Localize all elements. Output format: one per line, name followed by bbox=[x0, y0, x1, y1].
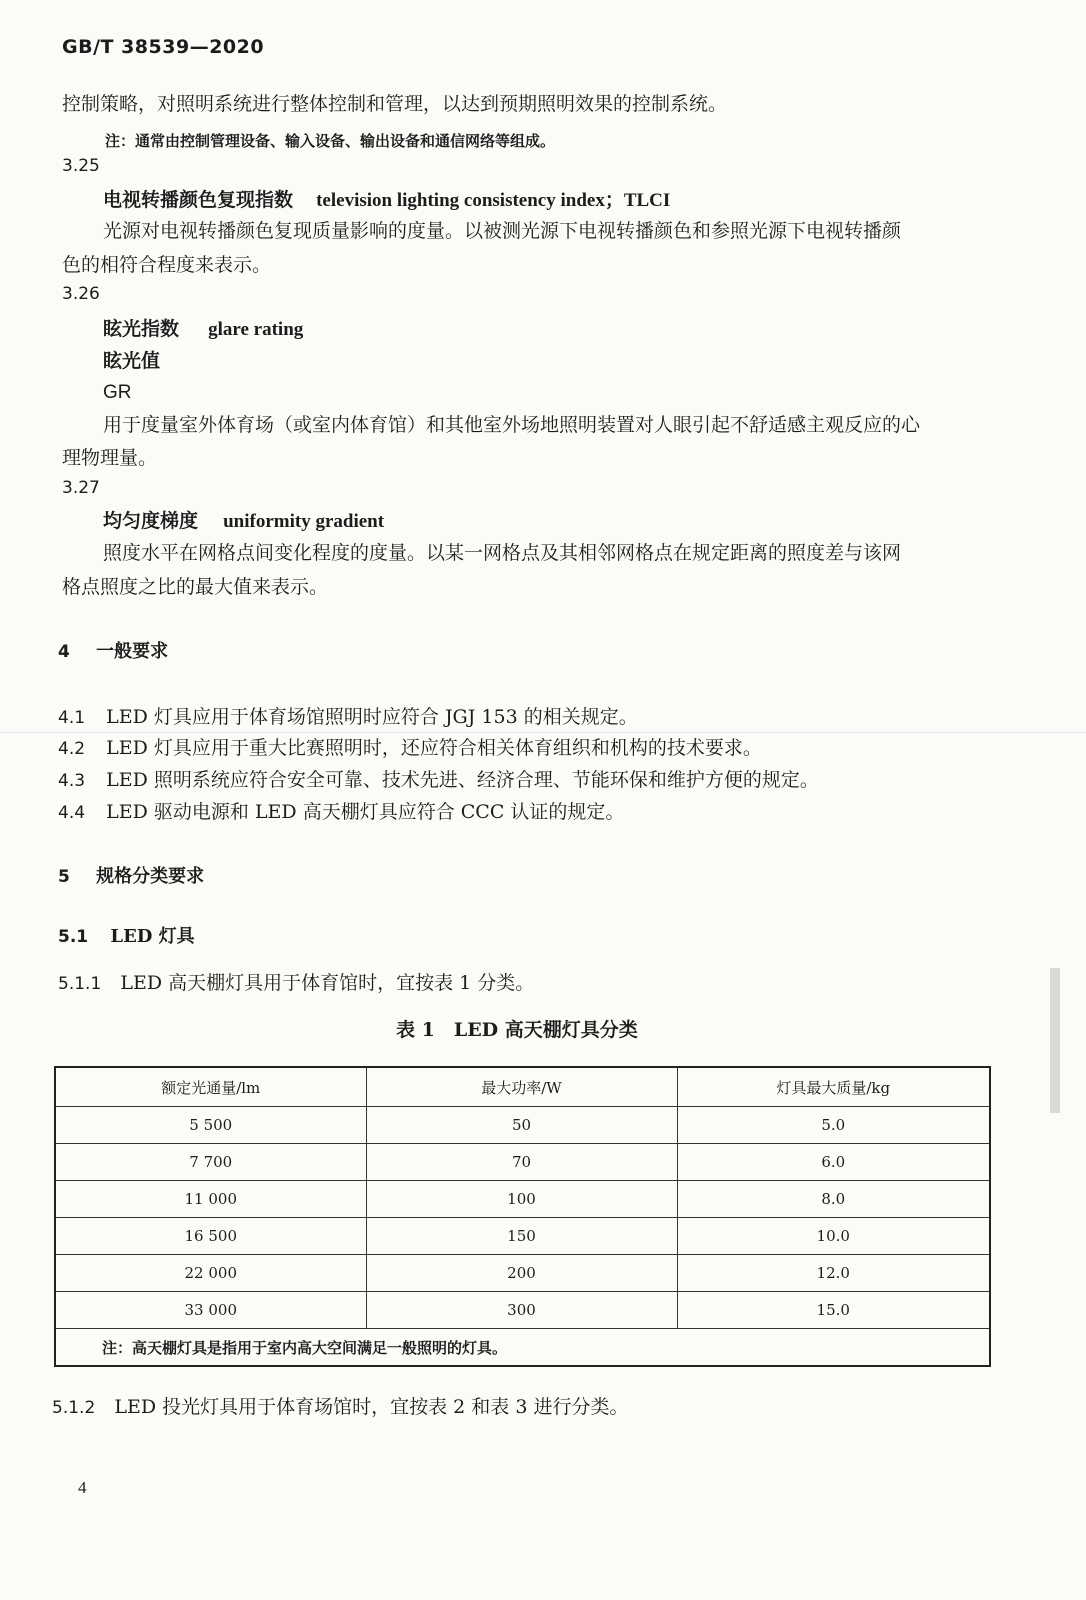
table-row bbox=[55, 1144, 990, 1181]
table-cell: 10.0 bbox=[677, 1218, 990, 1255]
table-cell: 11 000 bbox=[55, 1181, 366, 1218]
clause-4-1 bbox=[58, 702, 638, 732]
table-cell: 50 bbox=[366, 1107, 677, 1144]
term-cn: 眩光指数 bbox=[103, 318, 180, 340]
continuation-line: 控制策略，对照明系统进行整体控制和管理，以达到预期照明效果的控制系统。 bbox=[62, 93, 728, 115]
table-cell: 7 700 bbox=[55, 1144, 366, 1181]
definition-line-2: 格点照度之比的最大值来表示。 bbox=[62, 576, 329, 598]
clause-text: LED 驱动电源和 LED 高天棚灯具应符合 CCC 认证的规定。 bbox=[106, 801, 625, 823]
table-note-row bbox=[55, 1329, 990, 1367]
clause-4-4 bbox=[58, 797, 624, 827]
definition-line-1: 光源对电视转播颜色复现质量影响的度量。以被测光源下电视转播颜色和参照光源下电视转播颜 bbox=[103, 220, 902, 242]
definition-line-1: 用于度量室外体育场（或室内体育馆）和其他室外场地照明装置对人眼引起不舒适感主观反应的心 bbox=[103, 414, 921, 436]
table-cell: 15.0 bbox=[677, 1292, 990, 1329]
clause-number: 4.4 bbox=[58, 803, 86, 823]
section-title: 规格分类要求 bbox=[96, 866, 205, 887]
table-cell: 70 bbox=[366, 1144, 677, 1181]
column-header: 灯具最大质量/kg bbox=[677, 1067, 990, 1107]
definition-line-2: 色的相符合程度来表示。 bbox=[62, 254, 272, 276]
term-3-26 bbox=[103, 314, 303, 344]
table-row bbox=[55, 1181, 990, 1218]
definition-line-1: 照度水平在网格点间变化程度的度量。以某一网格点及其相邻网格点在规定距离的照度差与该网 bbox=[103, 542, 902, 564]
table-row bbox=[55, 1218, 990, 1255]
column-header: 额定光通量/lm bbox=[55, 1067, 366, 1107]
clause-text: LED 投光灯具用于体育场馆时，宜按表 2 和表 3 进行分类。 bbox=[114, 1396, 629, 1418]
scan-edge-mark bbox=[1050, 968, 1060, 1113]
table-cell: 100 bbox=[366, 1181, 677, 1218]
clause-number: 5.1.2 bbox=[52, 1398, 96, 1418]
term-alt-cn: 眩光值 bbox=[103, 350, 161, 372]
page-number: 4 bbox=[78, 1478, 87, 1497]
clause-number: 4.1 bbox=[58, 708, 86, 728]
term-cn: 电视转播颜色复现指数 bbox=[103, 189, 294, 211]
clause-text: LED 照明系统应符合安全可靠、技术先进、经济合理、节能环保和维护方便的规定。 bbox=[106, 769, 819, 791]
table-cell: 16 500 bbox=[55, 1218, 366, 1255]
clause-number: 3.26 bbox=[62, 284, 100, 304]
table-cell: 200 bbox=[366, 1255, 677, 1292]
clause-5-1-1 bbox=[58, 968, 534, 998]
term-3-25 bbox=[103, 185, 670, 215]
clause-4-2 bbox=[58, 733, 762, 763]
table-cell: 12.0 bbox=[677, 1255, 990, 1292]
term-en: uniformity gradient bbox=[223, 511, 385, 532]
term-en: television lighting consistency index；TLCI bbox=[316, 190, 671, 211]
section-number: 4 bbox=[58, 642, 70, 662]
clause-4-3 bbox=[58, 765, 819, 795]
standard-code: GB/T 38539—2020 bbox=[62, 36, 265, 58]
section-number: 5 bbox=[58, 867, 70, 887]
clause-text: LED 高天棚灯具用于体育馆时，宜按表 1 分类。 bbox=[120, 972, 535, 994]
clause-number: 3.27 bbox=[62, 478, 100, 498]
table-cell: 150 bbox=[366, 1218, 677, 1255]
clause-number: 5.1.1 bbox=[58, 974, 102, 994]
subsection-number: 5.1 bbox=[58, 927, 89, 947]
table-cell: 8.0 bbox=[677, 1181, 990, 1218]
clause-number: 4.3 bbox=[58, 771, 86, 791]
definition-line-2: 理物理量。 bbox=[62, 447, 158, 469]
section-4-heading bbox=[58, 637, 168, 663]
table-note: 注：高天棚灯具是指用于室内高大空间满足一般照明的灯具。 bbox=[55, 1329, 990, 1367]
clause-number: 3.25 bbox=[62, 156, 100, 176]
clause-text: LED 灯具应用于体育场馆照明时应符合 JGJ 153 的相关规定。 bbox=[106, 706, 638, 728]
table-cell: 5 500 bbox=[55, 1107, 366, 1144]
term-3-27 bbox=[103, 506, 384, 536]
clause-number: 4.2 bbox=[58, 739, 86, 759]
table-header-row bbox=[55, 1067, 990, 1107]
table-row bbox=[55, 1255, 990, 1292]
note-3-24: 注：通常由控制管理设备、输入设备、输出设备和通信网络等组成。 bbox=[105, 132, 556, 150]
column-header: 最大功率/W bbox=[366, 1067, 677, 1107]
clause-5-1-2 bbox=[52, 1392, 628, 1422]
term-en: glare rating bbox=[208, 319, 304, 340]
table-cell: 22 000 bbox=[55, 1255, 366, 1292]
term-abbr: GR bbox=[103, 382, 132, 403]
table-cell: 5.0 bbox=[677, 1107, 990, 1144]
table-row bbox=[55, 1107, 990, 1144]
subsection-title: LED 灯具 bbox=[110, 926, 195, 947]
section-title: 一般要求 bbox=[96, 641, 169, 662]
section-5-heading bbox=[58, 862, 204, 888]
table-1 bbox=[54, 1066, 991, 1367]
table-cell: 33 000 bbox=[55, 1292, 366, 1329]
table-row bbox=[55, 1292, 990, 1329]
subsection-5-1-heading bbox=[58, 922, 195, 948]
table-cell: 300 bbox=[366, 1292, 677, 1329]
term-cn: 均匀度梯度 bbox=[103, 510, 199, 532]
table-1-caption: 表 1 LED 高天棚灯具分类 bbox=[396, 1019, 638, 1041]
clause-text: LED 灯具应用于重大比赛照明时，还应符合相关体育组织和机构的技术要求。 bbox=[106, 737, 762, 759]
table-cell: 6.0 bbox=[677, 1144, 990, 1181]
